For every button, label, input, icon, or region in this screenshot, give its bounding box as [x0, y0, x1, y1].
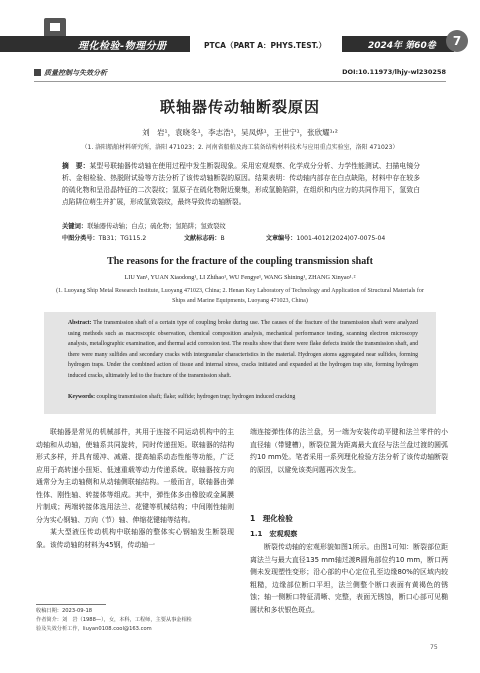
abstract-label-cn: 摘 要：: [62, 162, 90, 170]
body-paragraph: 某大型液压传动机构中联轴器的整体实心钢轴发生断裂现象。该传动轴的材料为45钢，传动轴一: [36, 528, 234, 549]
sub-header: [34, 68, 446, 82]
article-no-label: 文章编号：: [265, 235, 297, 242]
issue-number-badge: 7: [446, 30, 468, 52]
footnote-received: 收稿日期：2023-09-18: [36, 608, 93, 614]
affiliation-en: (1. Luoyang Ship Metal Research Institute, Luoyang 471023, China; 2. Henan Key Laboratory of Technology and Application of Structural Materials for Ships and Marine Equipments, Luoyang 471023, China): [56, 288, 424, 304]
classification-line: [62, 233, 420, 242]
page-number: 75: [430, 644, 438, 651]
footnote-author-bio-cont: 验及失效分析工作，liuyan0108.cool@163.com: [36, 626, 152, 632]
paper-title-en: The reasons for the fracture of the coupling transmission shaft: [107, 256, 373, 267]
keywords-label-cn: 关键词：: [62, 223, 88, 230]
abstract-text-en: The transmission shaft of a certain type of coupling broke during use. The causes of the fracture of the transmission shaft were analyzed using methods such as macroscopic observation, chemical composition analysis, mechanical performance testing, scanning electron microscopy analysis, metallographic examination, and thermal acid corrosion test. The results show that there were flake defects inside the transmission shaft, and there were many sulfides and secondary cracks with intergranular characteristics in the material. Hydrogen atoms aggregated near sulfides, forming hydrogen traps. Under the combined action of tissue and internal stress, cracks initiated and expanded at the hydrogen trap site, forming hydrogen induced cracks, ultimately led to the fracture of the transmission shaft.: [68, 320, 418, 379]
doc-code-value: B: [220, 235, 225, 242]
section-label: 质量控制与失效分析: [34, 68, 107, 78]
keywords-text-en: coupling transmission shaft; flake; sulfide; hydrogen trap; hydrogen induced cracking: [96, 394, 296, 400]
footnote-author-bio: 作者简介：刘 岩（1988—），女，本科，工程师，主要从事金相检: [36, 617, 192, 623]
body-paragraph: 端连接弹性体的法兰盘，另一端为安装传动平键和法兰零件的小直径轴（带键槽），断裂位置为距离最大直径与法兰盘过渡的圆弧约10 mm处。笔者采用一系列理化检验方法分析了该传动轴断裂的原因，以避免该类问题再次发生。: [250, 428, 448, 474]
journal-header: [0, 0, 480, 62]
journal-center-title: PTCA（PART A：PHYS.TEST.）: [204, 41, 326, 50]
clc-block: [62, 233, 182, 242]
paper-title-cn: 联轴器传动轴断裂原因: [159, 98, 320, 116]
keywords-label-en: Keywords:: [68, 394, 96, 400]
section-heading: 1 理化检验: [250, 514, 293, 523]
body-paragraph: 断裂传动轴的宏观形貌如图1所示。由图1可知：断裂部位距离法兰与最大直径135 mm轴过渡R圆角部位约10 mm，断口两侧未发现塑性变形；沿心部的中心定位孔至边缘80%的区域内较粗糙，边缘部位断口平坦，法兰侧整个断口表面有黄褐色的锈蚀；轴一侧断口特征清晰、完整，表面无锈蚀，断口心部可见椭圆状和多状银色斑点。: [250, 543, 448, 614]
journal-name: 理化检验-物理分册: [78, 41, 167, 52]
footnote-divider: [36, 604, 106, 605]
abstract-label-en: Abstract:: [68, 320, 92, 326]
keywords-en: [68, 394, 418, 400]
article-no-value: 1001-4012(2024)07-0075-04: [296, 235, 386, 242]
keywords-cn: [62, 221, 420, 230]
authors-cn: 刘 岩¹，袁晓冬¹，李志浩¹，吴凤烨¹，王世宁¹，张欣耀¹˒²: [142, 128, 338, 137]
body-right-column-2: [250, 541, 448, 616]
subsection-heading: 1.1 宏观观察: [250, 530, 298, 538]
keywords-text-cn: 联轴器传动轴；白点；硫化物；氢陷阱；氢致裂纹: [87, 223, 226, 230]
authors-en: LIU Yan¹, YUAN Xiaodong¹, LI Zhihao¹, WU Fengye¹, WANG Shining¹, ZHANG Xinyao¹˒²: [124, 274, 356, 281]
body-paragraph: 联轴器是常见的机械部件，其用于连接不同运动机构中的主动轴和从动轴，使轴系共同旋转，同时传递扭矩。联轴器的结构形式多样，并具有缓冲、减震、提高轴系动态性能等功能，广泛应用于高转速小扭矩、低速重载等动力传递系统。联轴器按方向通常分为主动轴侧和从动轴侧联轴结构。一般而言，联轴器由弹性体、刚性轴、转接体等组成。其中，弹性体多由橡胶或金属膜片制成；两端转接体选用法兰、花键等机械结构；中间刚性轴则分为实心钢轴、万向（节）轴、伸缩花键轴等结构。: [36, 428, 234, 524]
doc-code-label: 文献标志码：: [183, 235, 221, 242]
abstract-cn: [62, 160, 420, 208]
abstract-en: [68, 318, 418, 382]
doi-text: DOI:10.11973/lhjy-wl230258: [342, 68, 446, 76]
clc-label: 中图分类号：: [62, 235, 99, 242]
abstract-text-cn: 某型号联轴器传动轴在使用过程中发生断裂现象。采用宏观观察、化学成分分析、力学性能测试、扫描电镜分析、金相检验、热脱附试验等方法分析了该传动轴断裂的原因。结果表明：传动轴内部存在白点缺陷，材料中存在较多的硫化物和呈沿晶特征的二次裂纹；氢原子在硫化物附近聚集，形成氢脆陷阱，在组织和内应力的共同作用下，氢致白点陷阱位萌生并扩展，形成氢致裂纹，最终导致传动轴断裂。: [62, 162, 421, 206]
clc-value: TB31；TG115.2: [98, 235, 147, 242]
article-no-block: [266, 233, 385, 242]
doc-code-block: [184, 233, 264, 242]
issue-banner: [342, 36, 454, 52]
journal-banner-left: [0, 36, 190, 52]
issue-text: 2024年 第60卷: [368, 41, 436, 51]
affiliation-cn: （1. 洛阳船舶材料研究所，洛阳 471023；2. 河南省船舶及海工装备结构材料技术与应用重点实验室，洛阳 471023）: [81, 144, 399, 151]
body-left-column: [36, 426, 234, 551]
body-right-column: [250, 426, 448, 476]
